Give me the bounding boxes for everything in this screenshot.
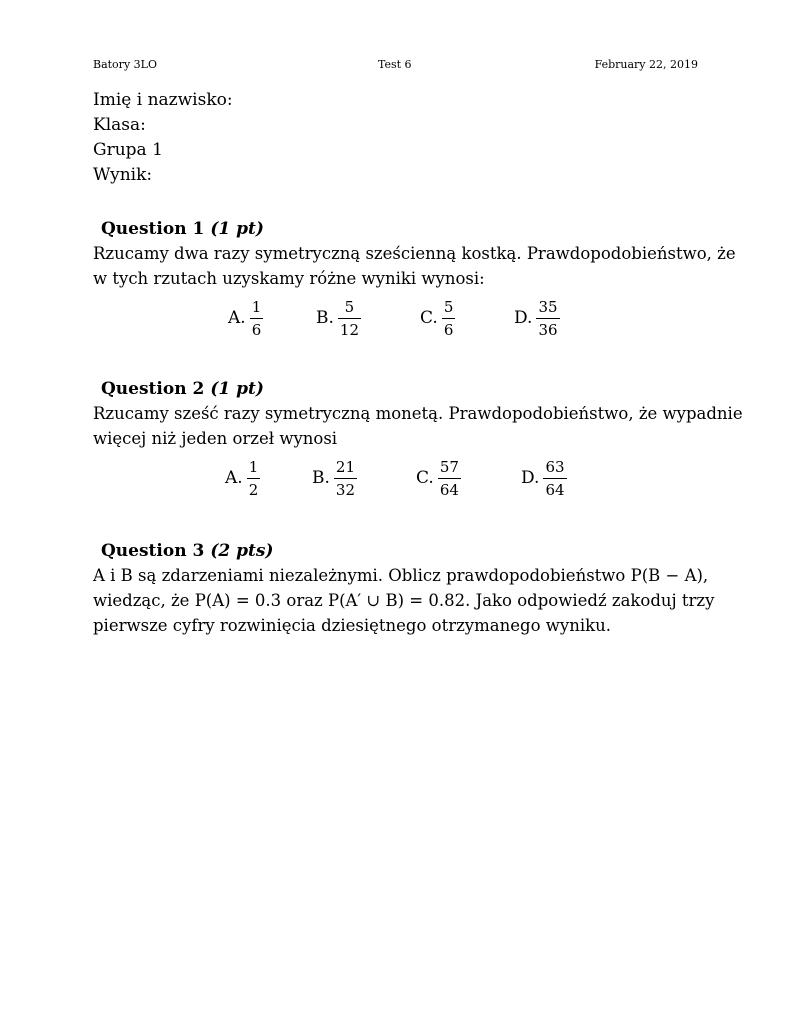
question-3-points: (2 pts) — [210, 541, 274, 561]
fraction-denominator: 36 — [538, 320, 558, 339]
student-info — [93, 88, 233, 188]
header-school: Batory 3LO — [93, 58, 157, 71]
header-date: February 22, 2019 — [594, 58, 698, 71]
answer-letter: D. — [521, 468, 540, 488]
answer-option — [316, 294, 361, 342]
answer-letter: C. — [420, 308, 438, 328]
answer-option — [416, 454, 461, 502]
question-2-points: (1 pt) — [210, 379, 264, 399]
question-2-line-2: więcej niż jeden orzeł wynosi — [93, 429, 338, 448]
question-1 — [93, 218, 736, 339]
question-3 — [93, 540, 715, 638]
question-3-line-1: A i B są zdarzeniami niezależnymi. Oblicz prawdopodobieństwo P(B − A), — [93, 566, 709, 585]
answer-fraction — [543, 457, 566, 500]
fraction-numerator: 5 — [443, 297, 454, 316]
answer-option — [514, 294, 560, 342]
question-3-title — [101, 540, 705, 562]
fraction-denominator: 6 — [251, 320, 262, 339]
question-1-text — [93, 241, 736, 291]
answer-letter: B. — [316, 308, 334, 328]
answer-option — [228, 294, 263, 342]
question-3-heading: Question 3 — [101, 541, 205, 561]
answer-fraction — [536, 297, 559, 340]
fraction-denominator: 64 — [545, 480, 565, 499]
fraction-numerator: 63 — [545, 457, 565, 476]
fraction-numerator: 1 — [248, 457, 259, 476]
answer-letter: C. — [416, 468, 434, 488]
fraction-numerator: 21 — [335, 457, 355, 476]
page-header — [93, 58, 698, 74]
answer-fraction — [247, 457, 261, 500]
fraction-numerator: 57 — [439, 457, 459, 476]
name-label: Imię i nazwisko: — [93, 90, 233, 110]
fraction-numerator: 5 — [344, 297, 355, 316]
question-1-points: (1 pt) — [210, 219, 264, 239]
question-2 — [93, 378, 743, 499]
fraction-denominator: 2 — [248, 480, 259, 499]
answer-letter: B. — [312, 468, 330, 488]
answer-option — [225, 454, 260, 502]
answer-option — [312, 454, 357, 502]
answer-fraction — [442, 297, 456, 340]
question-2-heading: Question 2 — [101, 379, 205, 399]
fraction-denominator: 12 — [339, 320, 359, 339]
question-2-title — [101, 378, 705, 400]
question-1-line-1: Rzucamy dwa razy symetryczną sześcienną kostką. Prawdopodobieństwo, że — [93, 244, 736, 263]
fraction-denominator: 64 — [439, 480, 459, 499]
question-2-answers — [93, 454, 705, 502]
group-label: Grupa 1 — [93, 140, 163, 160]
fraction-numerator: 1 — [251, 297, 262, 316]
answer-letter: A. — [228, 308, 246, 328]
question-3-text — [93, 563, 715, 638]
answer-fraction — [338, 297, 361, 340]
fraction-numerator: 35 — [538, 297, 558, 316]
question-1-heading: Question 1 — [101, 219, 205, 239]
question-1-answers — [93, 294, 705, 342]
question-1-line-2: w tych rzutach uzyskamy różne wyniki wynosi: — [93, 269, 485, 288]
answer-letter: A. — [225, 468, 243, 488]
fraction-denominator: 6 — [443, 320, 454, 339]
answer-fraction — [250, 297, 264, 340]
question-3-line-3: pierwsze cyfry rozwinięcia dziesiętnego otrzymanego wyniku. — [93, 616, 611, 635]
question-1-title — [101, 218, 705, 240]
header-test: Test 6 — [378, 58, 412, 71]
question-3-line-2: wiedząc, że P(A) = 0.3 oraz P(A′ ∪ B) = 0.82. Jako odpowiedź zakoduj trzy — [93, 591, 715, 610]
class-label: Klasa: — [93, 115, 146, 135]
answer-option — [521, 454, 567, 502]
answer-option — [420, 294, 455, 342]
fraction-denominator: 32 — [335, 480, 355, 499]
answer-fraction — [334, 457, 357, 500]
question-2-text — [93, 401, 743, 451]
score-label: Wynik: — [93, 165, 153, 185]
question-2-line-1: Rzucamy sześć razy symetryczną monetą. Prawdopodobieństwo, że wypadnie — [93, 404, 743, 423]
answer-letter: D. — [514, 308, 533, 328]
answer-fraction — [438, 457, 461, 500]
